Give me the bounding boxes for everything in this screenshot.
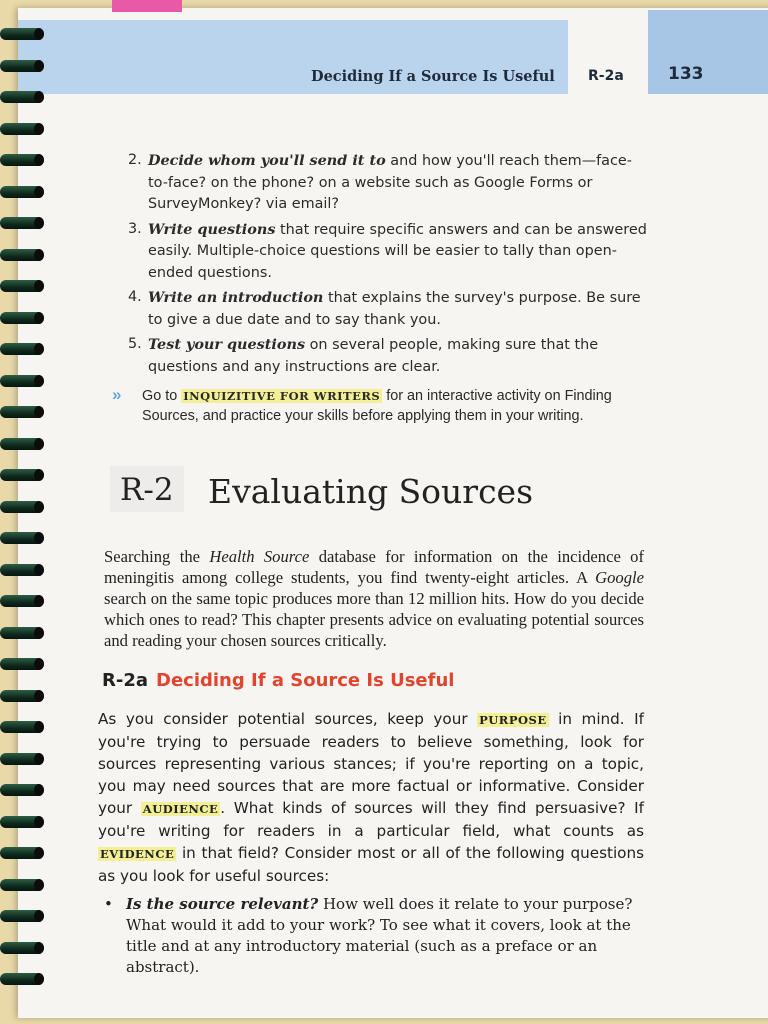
inquizitive-link[interactable]: INQUIZITIVE FOR WRITERS	[183, 389, 381, 403]
list-item	[128, 287, 648, 331]
body-text: . What kinds of sources will they find persuasive? If you're writing for readers in a particular field, what counts as	[98, 799, 644, 840]
step-lead: Write an introduction	[148, 289, 324, 306]
intro-google: Google	[595, 568, 644, 587]
activity-callout	[112, 386, 652, 426]
chevron-right-icon: »	[112, 385, 119, 404]
list-item	[128, 334, 648, 378]
bullet-lead: Is the source relevant?	[126, 895, 319, 913]
survey-steps-list	[128, 150, 648, 381]
intro-text: Searching the	[104, 547, 210, 566]
body-text: in that field? Consider most or all of the following questions as you look for useful sources:	[98, 844, 644, 885]
audience-link[interactable]: AUDIENCE	[142, 802, 219, 816]
list-item	[128, 150, 648, 216]
activity-post: for an interactive activity on Finding Sources, and practice your skills before applying them in your writing.	[142, 388, 612, 424]
page-number: 133	[668, 64, 704, 84]
chapter-title: Evaluating Sources	[208, 472, 534, 511]
list-number: 5.	[128, 336, 142, 352]
step-text: that explains the survey's purpose. Be sure to give a due date and to say thank you.	[148, 290, 641, 328]
list-number: 3.	[128, 220, 142, 237]
step-lead: Write questions	[148, 220, 276, 238]
intro-text: database for information on the incidence of meningitis among college students, you find twenty-eight articles. A	[104, 547, 644, 587]
step-lead: Decide whom you'll send it to	[148, 152, 386, 169]
section-code: R-2a	[102, 670, 149, 691]
intro-database-name: Health Source	[209, 547, 310, 566]
activity-pre: Go to	[142, 388, 182, 404]
bullet-dot-icon: •	[104, 895, 113, 913]
chapter-intro	[104, 546, 644, 651]
running-head-section: R-2a	[588, 68, 624, 84]
bullet-text: How well does it relate to your purpose? What would it add to your work? To see what it covers, look at the title and at any introductory material (such as a preface or an abstract).	[126, 895, 633, 976]
section-heading	[102, 670, 454, 691]
purpose-link[interactable]: PURPOSE	[479, 713, 547, 727]
step-text: and how you'll reach them—face-to-face? on the phone? on a website such as Google Forms or SurveyMonkey? via email?	[148, 153, 632, 212]
body-text: in mind. If you're trying to persuade readers to believe something, look for sources representing various stances; if you're reporting on a topic, you may need sources that are more factual or informative. Consider your	[98, 710, 645, 817]
step-lead: Test your questions	[148, 336, 306, 353]
step-text: on several people, making sure that the questions and any instructions are clear.	[148, 337, 599, 375]
body-text: As you consider potential sources, keep your	[98, 710, 478, 728]
evidence-link[interactable]: EVIDENCE	[100, 847, 175, 861]
section-title: Deciding If a Source Is Useful	[156, 670, 455, 691]
intro-text: search on the same topic produces more than 12 million hits. How do you decide which ones to read? This chapter presents advice on evaluating potential sources and reading your chosen sources critically.	[104, 589, 644, 650]
list-number: 2.	[128, 152, 142, 168]
section-body	[98, 708, 644, 887]
list-number: 4.	[128, 289, 142, 305]
bullet-item	[104, 894, 644, 978]
list-item	[128, 219, 648, 285]
chapter-code: R-2	[120, 472, 174, 508]
step-text: that require specific answers and can be answered easily. Multiple-choice questions will be easier to tally than open-ended questions.	[148, 221, 647, 281]
running-head-title: Deciding If a Source Is Useful	[311, 68, 555, 85]
